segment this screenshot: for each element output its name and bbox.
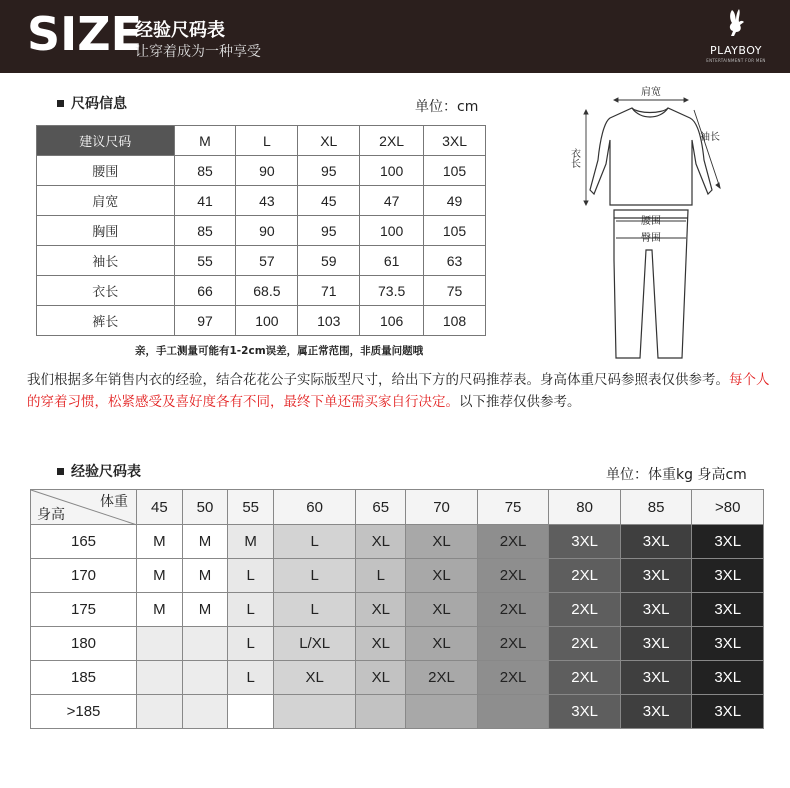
size-recommendation-cell: 2XL [477, 559, 549, 593]
recommend-corner-cell [31, 490, 137, 525]
paragraph-part3: 以下推荐仅供参考。 [459, 394, 581, 410]
size-table-header-cell: 3XL [424, 126, 486, 156]
size-recommendation-cell: L [274, 559, 356, 593]
size-table-cell: 41 [174, 186, 236, 216]
size-recommendation-cell: L [274, 593, 356, 627]
recommend-row [31, 661, 764, 695]
size-table-cell: 71 [298, 276, 360, 306]
size-table-cell: 73.5 [360, 276, 424, 306]
weight-header-cell: 60 [274, 490, 356, 525]
size-table-cell: 100 [360, 156, 424, 186]
size-table-cell: 106 [360, 306, 424, 336]
size-recommendation-cell: 3XL [692, 525, 764, 559]
size-table-cell: 66 [174, 276, 236, 306]
size-recommendation-cell: XL [356, 593, 406, 627]
size-table-cell: 49 [424, 186, 486, 216]
size-table-cell: 75 [424, 276, 486, 306]
size-info-title [57, 93, 127, 113]
size-table-cell: 108 [424, 306, 486, 336]
weight-header-cell: 80 [549, 490, 621, 525]
size-recommendation-cell: XL [356, 525, 406, 559]
size-recommendation-cell [137, 627, 183, 661]
size-table-cell: 105 [424, 216, 486, 246]
paragraph-part1: 我们根据多年销售内衣的经验，结合花花公子实际版型尺寸，给出下方的尺码推荐表。身高体重尺码参照表仅供参考。 [27, 372, 729, 388]
size-recommendation-cell: 3XL [692, 627, 764, 661]
size-recommendation-cell: M [228, 525, 274, 559]
size-recommendation-cell [274, 695, 356, 729]
recommend-title-text: 经验尺码表 [71, 464, 141, 480]
size-recommendation-cell [137, 661, 183, 695]
weight-header-cell: 50 [182, 490, 228, 525]
size-recommendation-cell: 3XL [620, 661, 692, 695]
size-recommendation-cell: 2XL [477, 661, 549, 695]
size-table-cell: 61 [360, 246, 424, 276]
size-table-cell: 100 [236, 306, 298, 336]
size-recommendation-cell: 2XL [549, 559, 621, 593]
size-info-unit: 单位：cm [415, 99, 479, 115]
size-table-header-cell: M [174, 126, 236, 156]
size-table-row-label: 袖长 [37, 246, 175, 276]
size-recommendation-cell: L/XL [274, 627, 356, 661]
size-recommendation-cell [137, 695, 183, 729]
header-banner [0, 0, 790, 73]
size-table-row [37, 156, 486, 186]
size-table-header-cell: XL [298, 126, 360, 156]
size-table-header-row [37, 126, 486, 156]
size-table-cell: 57 [236, 246, 298, 276]
measurement-note: 亲，手工测量可能有1-2cm误差，属正常范围，非质量问题哦 [135, 345, 424, 357]
size-table-cell: 105 [424, 156, 486, 186]
size-table-row [37, 216, 486, 246]
size-table-header-cell: 建议尺码 [37, 126, 175, 156]
recommend-header-row [31, 490, 764, 525]
size-table-cell: 68.5 [236, 276, 298, 306]
size-recommendation-cell [182, 661, 228, 695]
shoulder-label: 肩宽 [641, 87, 661, 98]
bunny-icon [723, 8, 749, 38]
size-recommendation-cell: 2XL [477, 525, 549, 559]
recommend-row [31, 559, 764, 593]
size-recommendation-cell: 2XL [549, 593, 621, 627]
size-heading: SIZE [27, 7, 143, 61]
size-recommendation-cell: M [182, 593, 228, 627]
recommend-row [31, 627, 764, 661]
recommend-title [57, 461, 141, 481]
size-recommendation-cell: 2XL [406, 661, 478, 695]
size-recommendation-cell: XL [356, 661, 406, 695]
garment-diagram [570, 80, 735, 365]
size-recommendation-cell: L [228, 661, 274, 695]
size-recommendation-cell: XL [406, 525, 478, 559]
size-recommendation-cell: 3XL [620, 695, 692, 729]
size-table-row [37, 276, 486, 306]
size-recommendation-cell: XL [406, 559, 478, 593]
header-title: 经验尺码表 [135, 20, 225, 41]
size-recommendation-cell [182, 627, 228, 661]
size-recommendation-cell [356, 695, 406, 729]
length-label: 衣长 [568, 148, 580, 168]
size-recommendation-cell: 3XL [692, 593, 764, 627]
size-table-cell: 90 [236, 156, 298, 186]
size-recommendation-cell: M [182, 525, 228, 559]
size-recommendation-cell: XL [356, 627, 406, 661]
size-recommendation-cell: 3XL [692, 661, 764, 695]
size-recommendation-cell: L [274, 525, 356, 559]
size-info-table [36, 125, 486, 336]
size-recommendation-cell: L [228, 593, 274, 627]
brand-name: PLAYBOY [709, 44, 763, 57]
size-recommendation-cell: M [137, 525, 183, 559]
size-table-cell: 85 [174, 216, 236, 246]
size-table-row [37, 246, 486, 276]
size-recommendation-cell: 3XL [549, 695, 621, 729]
size-recommendation-cell: 2XL [477, 593, 549, 627]
waist-label: 腰围 [641, 216, 661, 227]
size-recommendation-cell: L [356, 559, 406, 593]
size-recommendation-cell: L [228, 559, 274, 593]
size-table-row-label: 裤长 [37, 306, 175, 336]
size-table-cell: 85 [174, 156, 236, 186]
size-recommendation-cell: XL [406, 593, 478, 627]
size-recommendation-cell: 3XL [549, 525, 621, 559]
size-table-cell: 97 [174, 306, 236, 336]
size-recommendation-cell: XL [274, 661, 356, 695]
recommend-table [30, 489, 764, 729]
header-subtitle: 让穿着成为一种享受 [135, 44, 261, 60]
sleeve-label: 袖长 [700, 132, 720, 143]
size-table-header-cell: 2XL [360, 126, 424, 156]
size-table-row-label: 衣长 [37, 276, 175, 306]
size-table-cell: 59 [298, 246, 360, 276]
size-recommendation-cell: 3XL [692, 559, 764, 593]
height-axis-label: 身高 [37, 507, 65, 523]
size-recommendation-cell: 3XL [620, 525, 692, 559]
size-table-row [37, 186, 486, 216]
size-table-cell: 95 [298, 216, 360, 246]
garment-illustration [570, 80, 735, 365]
height-row-label: 175 [31, 593, 137, 627]
recommend-row [31, 695, 764, 729]
size-table-cell: 95 [298, 156, 360, 186]
size-recommendation-cell [228, 695, 274, 729]
paragraph-warning: 每个人的穿着习惯，松紧感受及喜好度各有不同，最终下单还需买家自行决定。 [27, 372, 770, 410]
size-recommendation-cell: M [137, 593, 183, 627]
weight-header-cell: 65 [356, 490, 406, 525]
height-row-label: 180 [31, 627, 137, 661]
brand-logo [700, 8, 772, 63]
size-table-cell: 103 [298, 306, 360, 336]
size-table-header-cell: L [236, 126, 298, 156]
shirt-outline [590, 108, 712, 205]
size-table-cell: 100 [360, 216, 424, 246]
weight-header-cell: 70 [406, 490, 478, 525]
bullet-square-icon [57, 100, 64, 107]
weight-header-cell: >80 [692, 490, 764, 525]
size-table-row-label: 肩宽 [37, 186, 175, 216]
size-recommendation-cell: M [137, 559, 183, 593]
weight-header-cell: 75 [477, 490, 549, 525]
size-table-cell: 47 [360, 186, 424, 216]
weight-header-cell: 85 [620, 490, 692, 525]
size-table-cell: 45 [298, 186, 360, 216]
recommend-row [31, 525, 764, 559]
size-table-row-label: 腰围 [37, 156, 175, 186]
recommendation-paragraph [27, 369, 772, 413]
size-recommendation-cell: XL [406, 627, 478, 661]
size-table-row-label: 胸围 [37, 216, 175, 246]
size-recommendation-cell: 2XL [477, 627, 549, 661]
recommend-row [31, 593, 764, 627]
size-recommendation-cell: 3XL [620, 559, 692, 593]
size-recommendation-cell [182, 695, 228, 729]
size-table-cell: 43 [236, 186, 298, 216]
size-recommendation-cell [406, 695, 478, 729]
size-table-cell: 55 [174, 246, 236, 276]
weight-header-cell: 45 [137, 490, 183, 525]
height-row-label: 165 [31, 525, 137, 559]
recommend-unit: 单位：体重kg 身高cm [606, 467, 747, 483]
size-table-cell: 63 [424, 246, 486, 276]
size-recommendation-cell: L [228, 627, 274, 661]
height-row-label: >185 [31, 695, 137, 729]
brand-tagline: ENTERTAINMENT FOR MEN [706, 58, 766, 63]
size-recommendation-cell: 3XL [620, 627, 692, 661]
size-recommendation-cell: 2XL [549, 661, 621, 695]
height-row-label: 170 [31, 559, 137, 593]
size-recommendation-cell [477, 695, 549, 729]
weight-header-cell: 55 [228, 490, 274, 525]
weight-axis-label: 体重 [100, 494, 128, 510]
size-table-row [37, 306, 486, 336]
size-recommendation-cell: M [182, 559, 228, 593]
size-recommendation-cell: 2XL [549, 627, 621, 661]
size-recommendation-cell: 3XL [692, 695, 764, 729]
sleeve-arrow [694, 110, 720, 188]
height-row-label: 185 [31, 661, 137, 695]
hip-label: 臀围 [641, 233, 661, 244]
size-table-cell: 90 [236, 216, 298, 246]
bullet-square-icon [57, 468, 64, 475]
size-info-title-text: 尺码信息 [71, 96, 127, 112]
size-recommendation-cell: 3XL [620, 593, 692, 627]
